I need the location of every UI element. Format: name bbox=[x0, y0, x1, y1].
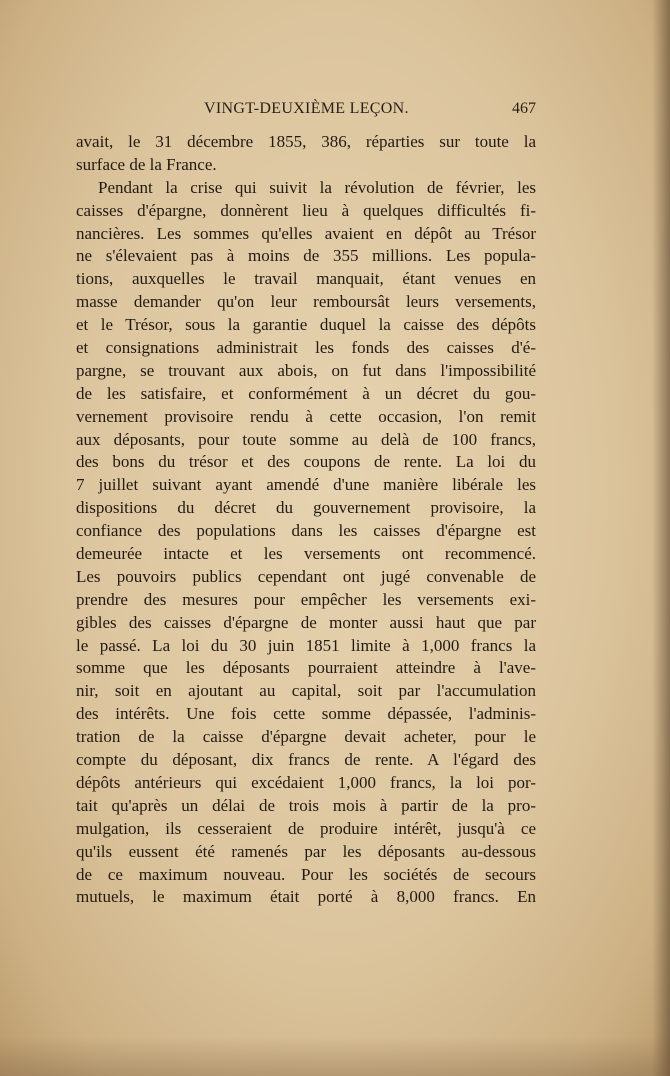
text-line: aux déposants, pour toute somme au delà de 100 francs, bbox=[76, 429, 536, 449]
text-line: surface de la France. bbox=[76, 154, 217, 174]
text-line: 7 juillet suivant ayant amendé d'une manière libérale les bbox=[76, 475, 536, 495]
text-line: caisses d'épargne, donnèrent lieu à quelques difficultés fi- bbox=[76, 200, 536, 220]
page-bottom-shadow bbox=[0, 1036, 670, 1076]
text-line: vernement provisoire rendu à cette occasion, l'on remit bbox=[76, 406, 536, 426]
text-line: des intérêts. Une fois cette somme dépassée, l'adminis- bbox=[76, 704, 536, 724]
text-line: ne s'élevaient pas à moins de 355 millions. Les popula- bbox=[76, 246, 536, 266]
text-line: prendre des mesures pour empêcher les versements exi- bbox=[76, 589, 536, 609]
text-line: et consignations administrait les fonds des caisses d'é- bbox=[76, 338, 536, 358]
page-number: 467 bbox=[512, 100, 536, 117]
text-line: mutuels, le maximum était porté à 8,000 francs. En bbox=[76, 887, 536, 907]
text-line: avait, le 31 décembre 1855, 386, réparties sur toute la bbox=[76, 132, 536, 151]
text-line: confiance des populations dans les caisses d'épargne est bbox=[76, 521, 536, 541]
text-line: tration de la caisse d'épargne devait acheter, pour le bbox=[76, 727, 536, 747]
text-line: de ce maximum nouveau. Pour les sociétés de secours bbox=[76, 864, 536, 884]
text-line: dépôts antérieurs qui excédaient 1,000 francs, la loi por- bbox=[76, 772, 536, 792]
text-line: Pendant la crise qui suivit la révolution de février, les bbox=[98, 177, 536, 197]
body-text bbox=[76, 131, 536, 909]
text-line: masse demander qu'on leur remboursât leurs versements, bbox=[76, 292, 536, 312]
text-line: et le Trésor, sous la garantie duquel la caisse des dépôts bbox=[76, 315, 536, 335]
text-line: de les satisfaire, et conformément à un décret du gou- bbox=[76, 383, 536, 403]
text-line: nir, soit en ajoutant au capital, soit par l'accumulation bbox=[76, 681, 536, 701]
text-line: Les pouvoirs publics cependant ont jugé convenable de bbox=[76, 566, 536, 586]
text-line: nancières. Les sommes qu'elles avaient en dépôt au Trésor bbox=[76, 223, 536, 243]
running-head: VINGT-DEUXIÈME LEÇON. bbox=[204, 100, 409, 117]
text-line: gibles des caisses d'épargne de monter aussi haut que par bbox=[76, 612, 536, 632]
text-line: compte du déposant, dix francs de rente. A l'égard des bbox=[76, 750, 536, 770]
text-line: demeurée intacte et les versements ont recommencé. bbox=[76, 544, 536, 564]
page-header bbox=[76, 100, 536, 124]
text-line: des bons du trésor et des coupons de rente. La loi du bbox=[76, 452, 536, 472]
text-line: tait qu'après un délai de trois mois à partir de la pro- bbox=[76, 795, 536, 815]
text-line: tions, auxquelles le travail manquait, étant venues en bbox=[76, 269, 536, 289]
page-edge-shadow bbox=[652, 0, 670, 1076]
text-line: pargne, se trouvant aux abois, on fut dans l'impossibilité bbox=[76, 360, 536, 380]
text-line: somme que les déposants pourraient atteindre à l'ave- bbox=[76, 658, 536, 678]
text-line: mulgation, ils cesseraient de produire intérêt, jusqu'à ce bbox=[76, 818, 536, 838]
text-line: dispositions du décret du gouvernement provisoire, la bbox=[76, 498, 536, 518]
text-line: qu'ils eussent été ramenés par les déposants au-dessous bbox=[76, 841, 536, 861]
text-line: le passé. La loi du 30 juin 1851 limite à 1,000 francs la bbox=[76, 635, 536, 655]
